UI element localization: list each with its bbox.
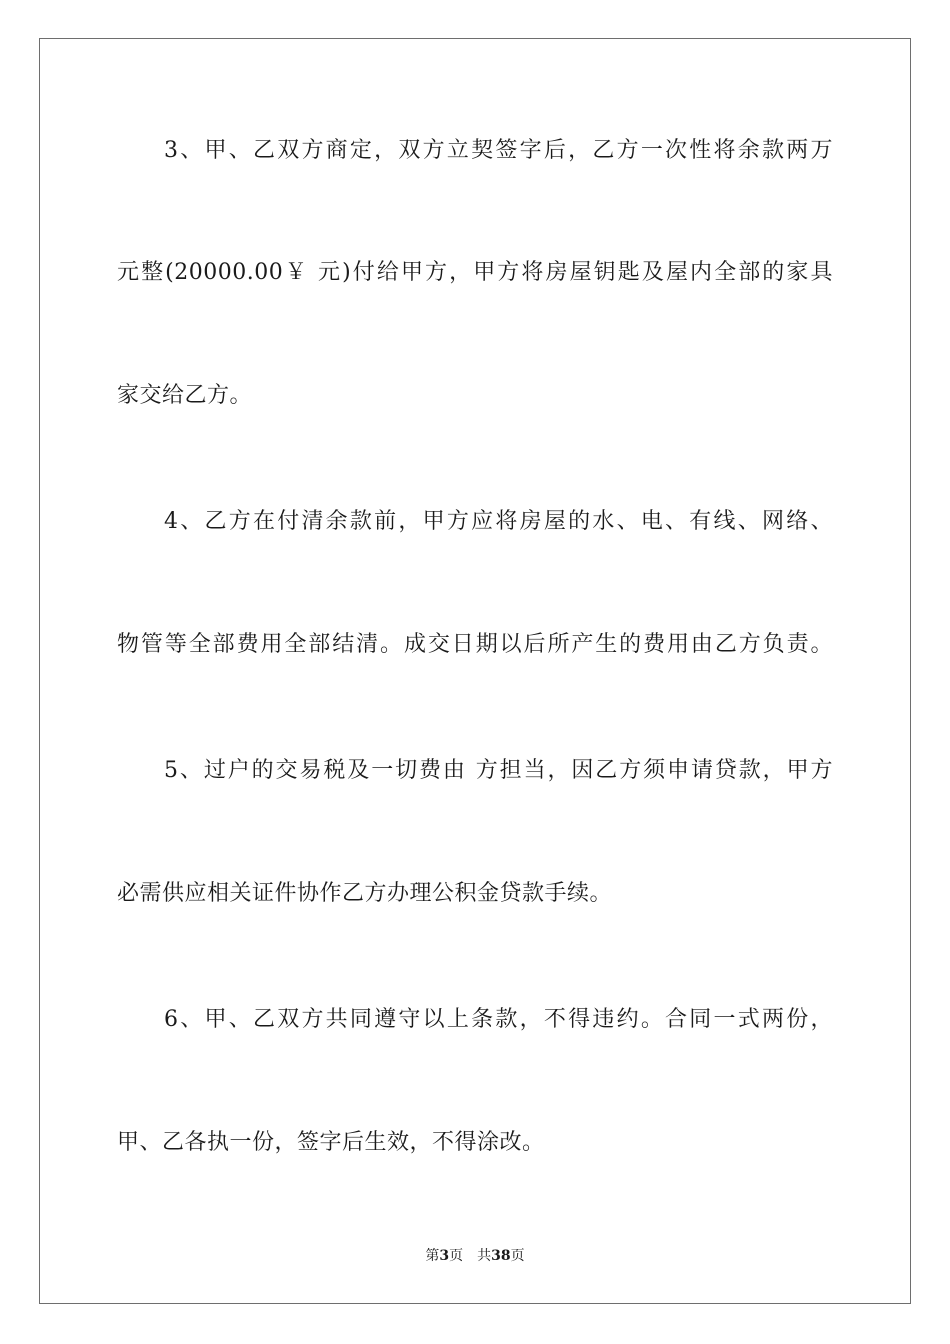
total-suffix: 页	[510, 1248, 525, 1264]
total-prefix: 共	[477, 1248, 492, 1264]
paragraph-6-line-2: 甲、乙各执一份，签字后生效，不得涂改。	[117, 1130, 545, 1155]
page-footer	[0, 1247, 950, 1265]
paragraph-5-line-1: 5、过户的交易税及一切费由 方担当，因乙方须申请贷款，甲方	[164, 758, 833, 783]
paragraph-5-line-2: 必需供应相关证件协作乙方办理公积金贷款手续。	[117, 881, 613, 906]
page-suffix: 页	[449, 1248, 464, 1264]
paragraph-3-line-2: 元整(20000.00￥ 元)付给甲方，甲方将房屋钥匙及屋内全部的家具	[117, 260, 833, 285]
page-prefix: 第	[425, 1248, 440, 1264]
paragraph-6-line-1: 6、甲、乙双方共同遵守以上条款，不得违约。合同一式两份，	[164, 1007, 833, 1032]
paragraph-3-line-3: 家交给乙方。	[117, 383, 253, 408]
paragraph-4-line-1: 4、乙方在付清余款前，甲方应将房屋的水、电、有线、网络、	[164, 509, 833, 534]
page-number: 3	[439, 1248, 450, 1264]
page-border	[39, 38, 911, 1304]
total-pages: 38	[491, 1248, 511, 1264]
paragraph-4-line-2: 物管等全部费用全部结清。成交日期以后所产生的费用由乙方负责。	[117, 632, 833, 657]
paragraph-3-line-1: 3、甲、乙双方商定，双方立契签字后，乙方一次性将余款两万	[164, 138, 833, 163]
